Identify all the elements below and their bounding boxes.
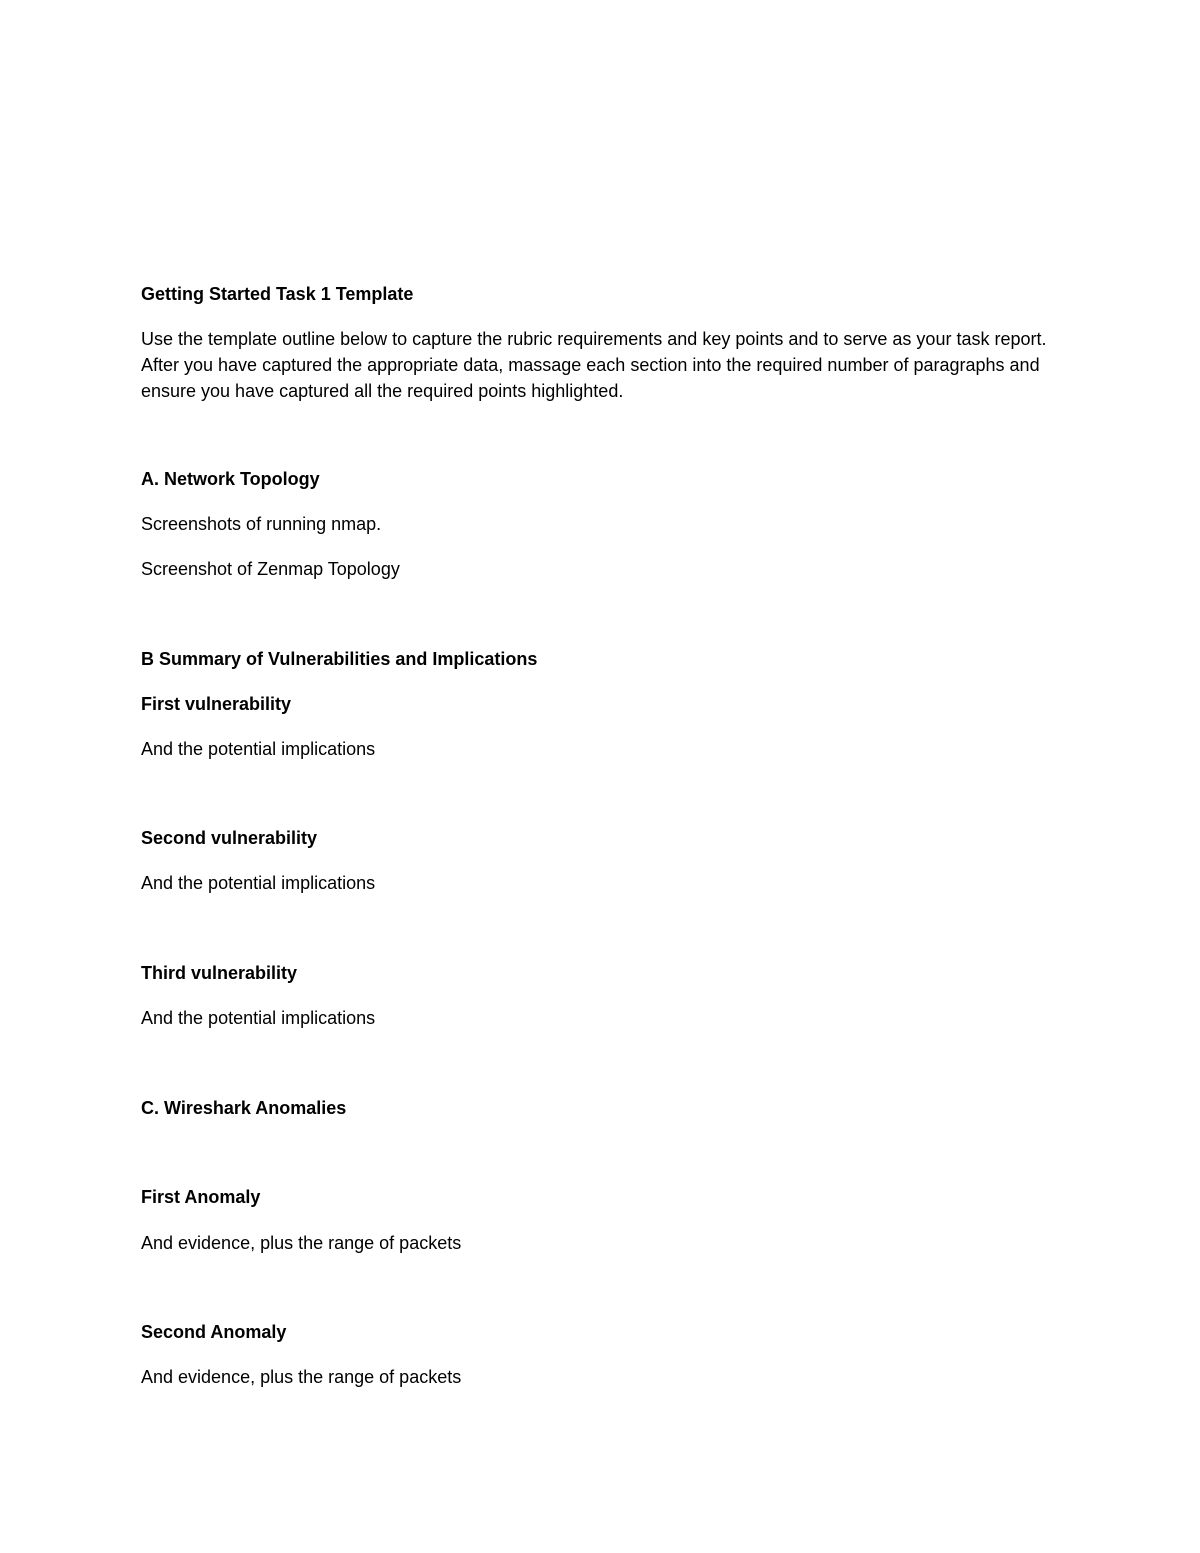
vulnerability-2-heading: Second vulnerability (141, 828, 318, 848)
section-c-heading: C. Wireshark Anomalies (141, 1098, 347, 1118)
section-a-line-2: Screenshot of Zenmap Topology (141, 559, 400, 579)
vulnerability-2-text: And the potential implications (141, 873, 376, 893)
section-a-line-1: Screenshots of running nmap. (141, 514, 382, 534)
vulnerability-1-heading: First vulnerability (141, 694, 292, 714)
anomaly-2-text: And evidence, plus the range of packets (141, 1367, 462, 1387)
vulnerability-1-text: And the potential implications (141, 739, 376, 759)
anomaly-1-heading: First Anomaly (141, 1187, 261, 1207)
anomaly-1-text: And evidence, plus the range of packets (141, 1233, 462, 1253)
document-title: Getting Started Task 1 Template (141, 284, 414, 304)
section-a-heading: A. Network Topology (141, 469, 320, 489)
section-b-heading: B Summary of Vulnerabilities and Implications (141, 649, 538, 669)
anomaly-2-heading: Second Anomaly (141, 1322, 287, 1342)
intro-paragraph: Use the template outline below to capture the rubric requirements and key points and to serve as your task report. After you have captured the appropriate data, massage each section into the required number of paragraphs and ensure you have captured all the required points highlighted. (141, 329, 1047, 401)
vulnerability-3-heading: Third vulnerability (141, 963, 298, 983)
vulnerability-3-text: And the potential implications (141, 1008, 376, 1028)
